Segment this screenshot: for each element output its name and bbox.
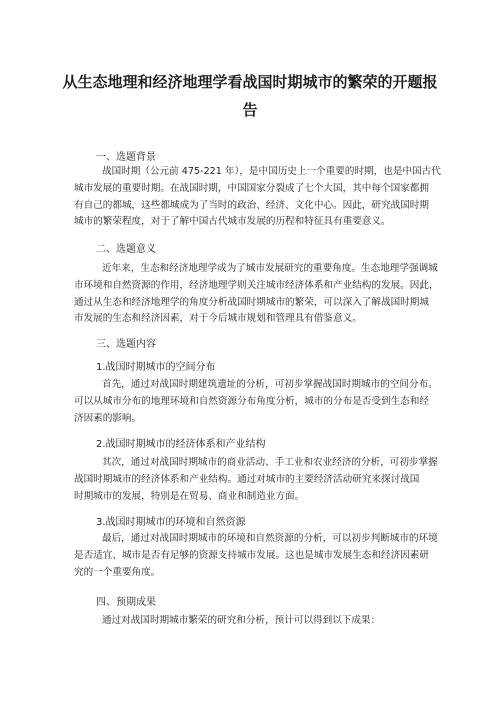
section-heading-background: 一、选题背景 bbox=[96, 152, 156, 163]
text-line: 有自己的都城，这些都城成为了当时的政治、经济、文化中心。因此，研究战国时期 bbox=[74, 199, 429, 211]
title-line-1: 从生态地理和经济地理学看战国时期城市的繁荣的开题报 bbox=[62, 73, 438, 91]
paragraph-spatial-distribution bbox=[74, 377, 436, 427]
subheading-environment-resources: 3.战国时期城市的环境和自然资源 bbox=[96, 517, 246, 528]
text-line: 时期城市的发展，特别是在贸易、商业和制造业方面。 bbox=[74, 490, 305, 502]
text-line: 其次，通过对战国时期城市的商业活动、手工业和农业经济的分析，可初步掌握 bbox=[102, 457, 438, 468]
text-line: 是否适宜、城市是否有足够的资源支持城市发展。这也是城市发展生态和经济因素研 bbox=[74, 549, 429, 561]
text-line: 最后，通过对战国时期城市的环境和自然资源的分析，可以初步判断城市的环境 bbox=[102, 533, 438, 544]
paragraph-background bbox=[74, 164, 441, 231]
document-title bbox=[60, 68, 440, 124]
text-line: 通过对战国时期城市繁荣的研究和分析，预计可以得到以下成果： bbox=[102, 615, 381, 626]
text-line: 济因素的影响。 bbox=[74, 412, 142, 424]
paragraph-environment-resources bbox=[74, 531, 436, 581]
text-line: 首先，通过对战国时期建筑遗址的分析，可初步掌握战国时期城市的空间分布。 bbox=[102, 379, 438, 390]
text-line: 通过从生态和经济地理学的角度分析战国时期城市的繁荣，可以深入了解战国时期城 bbox=[74, 296, 429, 308]
text-line: 市环境和自然资源的作用，经济地理学则关注城市经济体系和产业结构的发展。因此， bbox=[74, 279, 439, 291]
section-heading-expected-results: 四、预期成果 bbox=[96, 597, 156, 608]
paragraph-significance bbox=[74, 261, 439, 328]
text-line: 究的一个重要角度。 bbox=[74, 566, 161, 578]
text-line: 市发展的生态和经济因素，对于今后城市规划和管理具有借鉴意义。 bbox=[74, 313, 362, 325]
text-line: 战国时期（公元前 475-221 年），是中国历史上一个重要的时期，也是中国古代 bbox=[102, 166, 441, 177]
subheading-economic-system: 2.战国时期城市的经济体系和产业结构 bbox=[96, 439, 266, 450]
title-line-2: 告 bbox=[242, 101, 258, 119]
paragraph-economic-system bbox=[74, 455, 436, 505]
text-line: 城市发展的重要时期。在战国时期，中国国家分裂成了七个大国，其中每个国家都拥 bbox=[74, 182, 429, 194]
subheading-spatial-distribution: 1.战国时期城市的空间分布 bbox=[96, 362, 216, 373]
text-line: 战国时期城市的经济体系和产业结构。通过对城市的主要经济活动研究来探讨战国 bbox=[74, 473, 420, 485]
text-line: 近年来，生态和经济地理学成为了城市发展研究的重要角度。生态地理学强调城 bbox=[102, 263, 438, 274]
paragraph-expected-results bbox=[74, 613, 436, 630]
text-line: 可以从城市分布的地理环境和自然资源分布角度分析，城市的分布是否受到生态和经 bbox=[74, 395, 429, 407]
section-heading-content: 三、选题内容 bbox=[96, 339, 156, 350]
text-line: 城市的繁荣程度，对于了解中国古代城市发展的历程和特征具有重要意义。 bbox=[74, 216, 391, 228]
section-heading-significance: 二、选题意义 bbox=[96, 244, 156, 255]
